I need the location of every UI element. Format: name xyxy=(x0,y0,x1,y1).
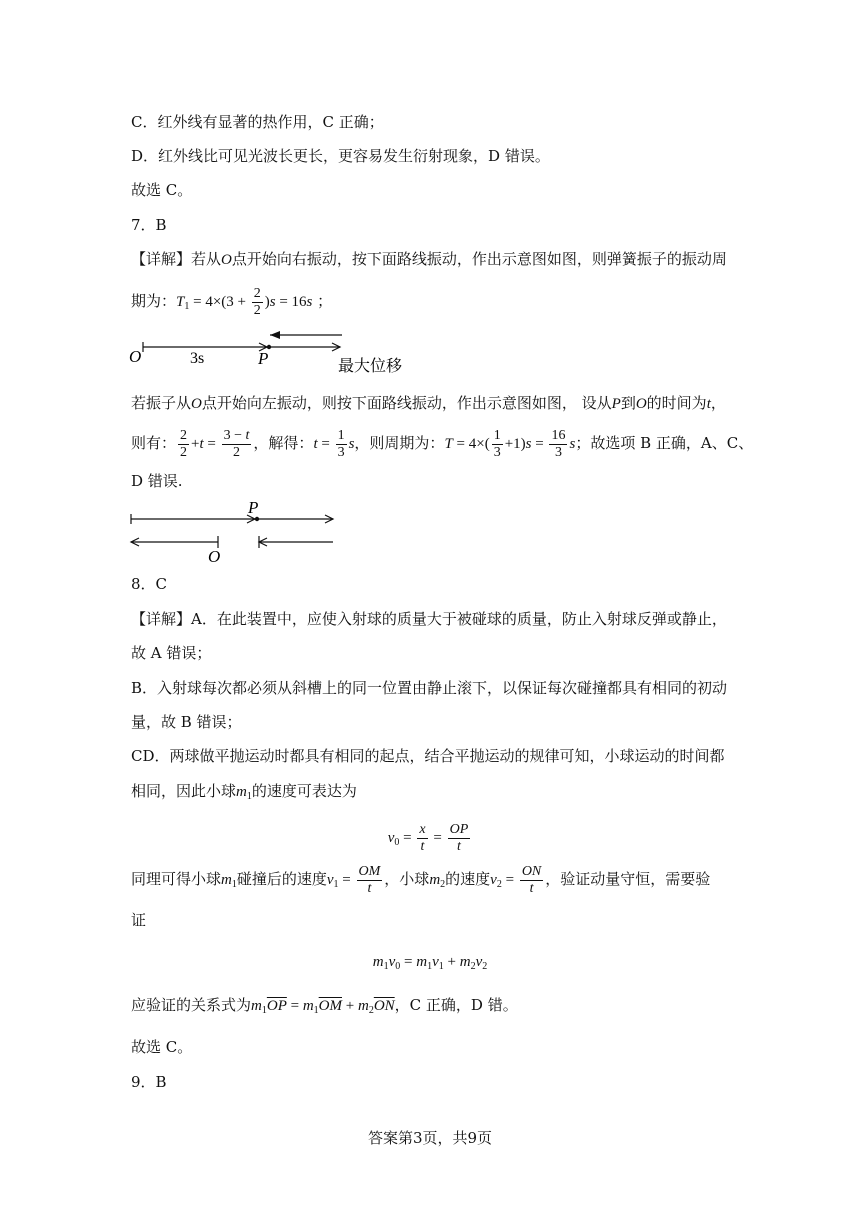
q8-same-line: 同理可得小球$m_1$碰撞后的速度$v_1$ = $\frac{OM}{t}$ ，小球$m_2$的速度$v_2$ = $\frac{ON}{t}$ ，验证动量守恒，需要验 xyxy=(131,863,711,896)
q8-a-line-1: 【详解】A．在此装置中，应使入射球的质量大于被碰球的质量，防止入射球反弹或静止， xyxy=(131,610,727,628)
diagram1-duration-label: 3s xyxy=(190,350,205,367)
q7-period-line: 期为：$T_1 = 4\times(3$ + $\frac{2}{2}$ )s = 16s ； xyxy=(131,285,333,318)
q8-b-line-1: B．入射球每次都必须从斜槽上的同一位置由静止滚下，以保证每次碰撞都具有相同的初动 xyxy=(131,679,728,697)
page-footer: 答案第3页，共9页 xyxy=(367,1129,493,1147)
option-d-line: D．红外线比可见光波长更长，更容易发生衍射现象，D 错误。 xyxy=(131,147,550,165)
diagram1-max-displacement-label: 最大位移 xyxy=(338,356,403,375)
diagram2-p-label: P xyxy=(248,500,259,517)
diagram-left-vibration xyxy=(125,500,345,566)
choose-line-1: 故选 C。 xyxy=(131,181,193,199)
option-c-line: C．红外线有显著的热作用，C 正确； xyxy=(131,113,384,131)
diagram1-o-label: O xyxy=(129,347,142,366)
choose-line-2: 故选 C。 xyxy=(131,1038,193,1056)
diagram-right-vibration xyxy=(125,326,445,378)
q8-relation-line: 应验证的关系式为$m_1\overline{OP} = m_1\overline{OM} + m_2\overline{ON}$，C 正确，D 错。 xyxy=(131,996,518,1016)
q8-cd-line-1: CD．两球做平抛运动时都具有相同的起点，结合平抛运动的规律可知，小球运动的时间都 xyxy=(131,747,725,765)
equation-momentum: $m_1v_0 = m_1v_1 + m_2v_2$ xyxy=(372,954,488,972)
diagram2-o-label: O xyxy=(208,547,221,566)
q7-left-line: 若振子从O点开始向左振动，则按下面路线振动，作出示意图如图， 设从P到O的时间为t， xyxy=(131,394,726,412)
q8-verify-line: 证 xyxy=(131,911,147,929)
q8-b-line-2: 量，故 B 错误； xyxy=(131,713,242,731)
q7-d-wrong-line: D 错误. xyxy=(131,472,183,490)
q7-solve-line: 则有： $\frac{2}{2}$ +t = $\frac{3 - t}{2}$ ，解得：t = $\frac{1}{3}$ s，则周期为：T = 4×( $\frac{1}{3}$ +1)s = $\frac{16}{3}$ s；故选项 B 正确，A、C、 xyxy=(131,427,754,460)
diagram1-p-label: P xyxy=(258,349,269,368)
q8-a-line-2: 故 A 错误； xyxy=(131,644,212,662)
question-8-answer: 8．C xyxy=(131,575,168,593)
q7-detail-line: 【详解】若从O点开始向右振动，按下面路线振动，作出示意图如图，则弹簧振子的振动周 xyxy=(131,250,727,268)
question-9-answer: 9．B xyxy=(131,1073,167,1091)
q8-cd-line-2: 相同，因此小球$m_1$的速度可表达为 xyxy=(131,782,357,802)
question-7-answer: 7．B xyxy=(131,216,167,234)
equation-v0: $v_0$ = $\frac{x}{t}$ = $\frac{OP}{t}$ xyxy=(387,821,469,854)
